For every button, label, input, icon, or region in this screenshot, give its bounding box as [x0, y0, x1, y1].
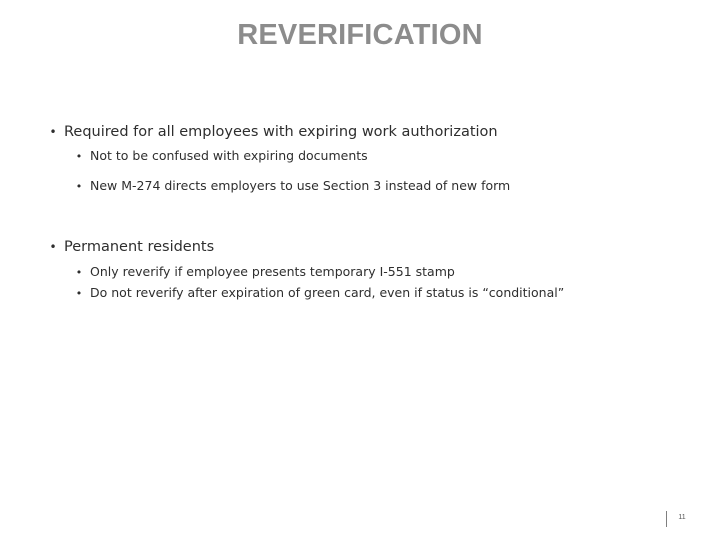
bullet-dot-icon: • — [49, 240, 57, 254]
bullet-text: Required for all employees with expiring work authorization — [64, 124, 498, 140]
bullet-required-all-employees — [48, 124, 498, 140]
bullet-text: Permanent residents — [64, 239, 215, 255]
page-number: 11 — [678, 514, 686, 521]
bullet-dot-icon: • — [49, 125, 57, 139]
bullet-dot-icon: • — [75, 150, 83, 163]
subbullet-text: Only reverify if employee presents temporary I-551 stamp — [90, 264, 455, 279]
subbullet-not-confused — [74, 148, 368, 163]
bullet-permanent-residents — [48, 239, 214, 255]
subbullet-do-not-reverify — [74, 285, 564, 300]
subbullet-only-reverify — [74, 264, 455, 279]
bullet-dot-icon: • — [75, 266, 83, 279]
subbullet-new-m274 — [74, 178, 510, 193]
page-number-divider — [666, 511, 667, 527]
subbullet-text: New M-274 directs employers to use Section 3 instead of new form — [90, 178, 511, 193]
subbullet-text: Not to be confused with expiring documents — [90, 148, 368, 163]
bullet-dot-icon: • — [75, 287, 83, 300]
subbullet-text: Do not reverify after expiration of green card, even if status is “conditional” — [90, 285, 565, 300]
slide-title: REVERIFICATION — [237, 19, 483, 51]
bullet-dot-icon: • — [75, 180, 83, 193]
